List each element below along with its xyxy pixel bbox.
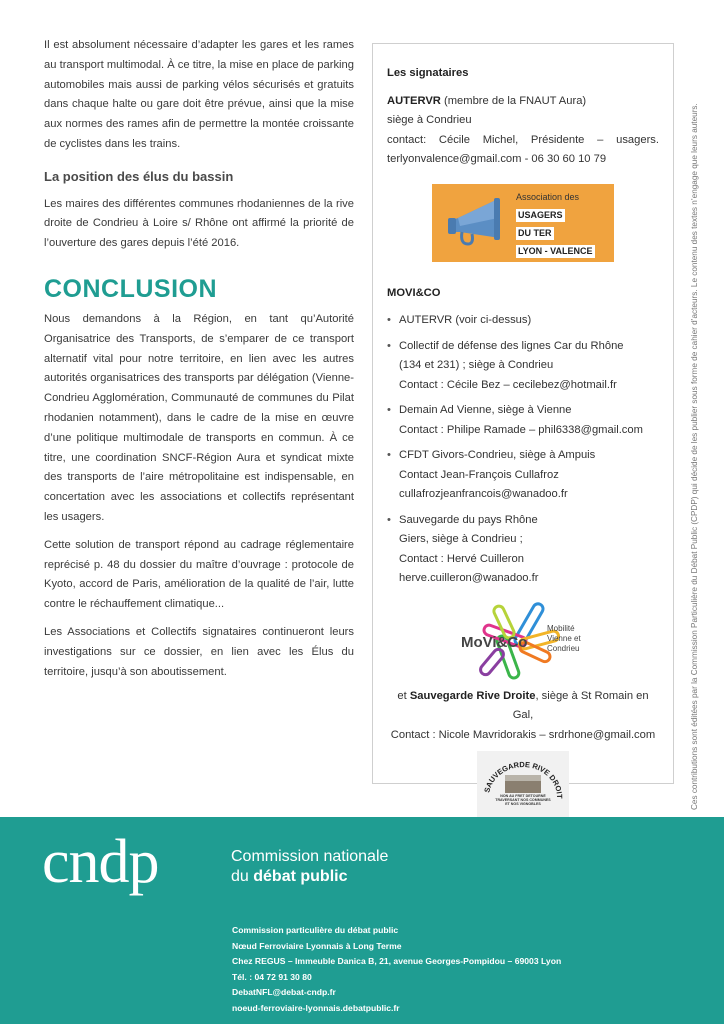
cndp-logo: cndp <box>42 828 159 896</box>
side-disclaimer <box>690 50 712 810</box>
conclusion-paragraph: Cette solution de transport répond au cadrage réglementaire reprécisé p. 48 du dossier du maître d’ouvrage : protocole de Kyoto, accord de Paris, amélioration de la qualité de l’air, lutte contre le réchauffement climatique... <box>44 538 354 611</box>
list-item-line: • Collectif de défense des lignes Car du Rhône <box>399 339 624 352</box>
megaphone-icon <box>446 196 506 250</box>
movico-wordmark: MoVi&Co <box>461 633 528 651</box>
movico-members-list <box>387 311 659 589</box>
elus-paragraph: Les maires des différentes communes rhodaniennes de la rive droite de Condrieu à Loire s/ Rhône ont affirmé la priorité de l’ouverture des gares depuis l’été 2016. <box>44 197 354 250</box>
movico-tagline: Mobilité <box>547 623 575 633</box>
footer <box>0 817 724 1024</box>
sauvegarde-name: Sauvegarde Rive Droite <box>409 689 536 702</box>
list-item <box>387 401 659 440</box>
org-name-prefix: du <box>231 868 254 885</box>
list-item-line: Contact : Hervé Cuilleron <box>399 552 524 565</box>
list-item-line: Giers, siège à Condrieu ; <box>399 533 523 545</box>
list-item <box>387 511 659 589</box>
conclusion-paragraph: Les Associations et Collectifs signataires continueront leurs investigations sur ce dossier, en lien avec les Élus du territoire, jusqu’à son aboutissement. <box>44 625 354 678</box>
list-item-line: cullafrozjeanfrancois@wanadoo.fr <box>399 488 568 500</box>
list-item-line: Contact : Philipe Ramade – phil6338@gmail.com <box>399 423 643 436</box>
autervr-name: AUTERVR <box>387 94 441 107</box>
movico-tagline: Condrieu <box>547 643 580 653</box>
side-disclaimer-text: Ces contributions sont éditées par la Commission Particulière du Débat Public (CPDP) qui décide de les publier sous forme de cahier d’acteurs. Le contenu des textes n’engage que leurs auteurs. <box>690 103 699 810</box>
sauvegarde-seat: , siège à St Romain en Gal, <box>512 689 649 721</box>
org-name-line: Commission nationale <box>231 848 389 865</box>
signatories-title: Les signataires <box>387 67 469 79</box>
usagers-logo-line: USAGERS <box>518 209 563 220</box>
footer-phone: Tél. : 04 72 91 30 80 <box>232 971 312 982</box>
footer-email-link[interactable]: DebatNFL@debat-cndp.fr <box>232 987 336 998</box>
org-name-bold: débat public <box>253 868 348 885</box>
usagers-ter-logo <box>432 184 614 262</box>
footer-contact-info <box>232 923 561 1017</box>
usagers-logo-text <box>516 190 595 262</box>
list-item-line: • Demain Ad Vienne, siège à Vienne <box>399 404 572 416</box>
list-item <box>387 311 659 331</box>
list-item <box>387 337 659 396</box>
list-item-line: Contact : Cécile Bez – cecilebez@hotmail.fr <box>399 378 617 391</box>
sauvegarde-prefix: et <box>397 689 410 702</box>
srd-caption: NON AU FRET DETOURNÉ TRAVERSANT NOS COMMUNES ET NOS VIGNOBLES <box>495 794 551 806</box>
sauvegarde-contact[interactable]: Contact : Nicole Mavridorakis – srdrhone@gmail.com <box>390 728 656 741</box>
list-item-line: Contact Jean-François Cullafroz <box>399 468 559 481</box>
footer-info-line: Nœud Ferroviaire Lyonnais à Long Terme <box>232 940 402 951</box>
usagers-logo-line: DU TER <box>518 227 552 238</box>
conclusion-paragraph: Nous demandons à la Région, en tant qu’Autorité Organisatrice des Transports, de s’emparer de ce transport alternatif vital pour notre territoire, en lien avec les autres autorités organisatrices des transports par délégation (Vienne-Condrieu Agglomération, Communauté de communes du Pilat rhodanien notamment), dans le cadre de la mise en œuvre d’une politique multimodale de transports en commun. À ce titre, une coordination SNCF-Région Aura et syndicat mixte des transports de l’aire métropolitaine est indispensable, en concertation avec les associations et collectifs représentant les usagers. <box>44 312 354 523</box>
footer-website-link[interactable]: noeud-ferroviaire-lyonnais.debatpublic.fr <box>232 1002 400 1013</box>
movico-asterisk-icon <box>453 595 593 685</box>
signatories-box <box>372 43 674 806</box>
left-column <box>44 36 354 690</box>
movico-tagline: Vienne et <box>547 633 581 643</box>
autervr-affiliation: (membre de la FNAUT Aura) <box>440 94 587 107</box>
autervr-contact: contact: Cécile Michel, Présidente – usagers. <box>387 133 659 146</box>
autervr-seat: siège à Condrieu <box>387 114 472 126</box>
list-item <box>387 446 659 505</box>
list-item-line: • AUTERVR (voir ci-dessus) <box>399 314 532 326</box>
sauvegarde-rive-droite-block <box>387 687 659 746</box>
autervr-email-phone[interactable]: terlyonvalence@gmail.com - 06 30 60 10 79 <box>387 153 607 165</box>
usagers-logo-line: LYON - VALENCE <box>518 245 593 256</box>
movico-logo <box>453 595 593 685</box>
footer-info-line: Chez REGUS – Immeuble Danica B, 21, avenue Georges-Pompidou – 69003 Lyon <box>232 956 562 967</box>
conclusion-heading: CONCLUSION <box>44 274 218 303</box>
list-item-line: • Sauvegarde du pays Rhône <box>399 513 538 526</box>
srd-arc-text: SAUVEGARDE RIVE DROIT <box>482 759 565 799</box>
movico-title: MOVI&CO <box>387 286 441 299</box>
footer-info-line: Commission particulière du débat public <box>232 925 399 935</box>
intro-paragraph: Il est absolument nécessaire d’adapter les gares et les rames au transport multimodal. À ce titre, la mise en place de parking automobiles mais aussi de parking vélos sécurisés et gratuits dans chaque halte ou gare doit être prévue, ainsi que la mise aux normes des rames afin de permettre la montée croissante de cyclistes dans les trains. <box>44 39 354 150</box>
list-item-line: (134 et 231) ; siège à Condrieu <box>399 359 554 371</box>
elus-heading: La position des élus du bassin <box>44 168 234 184</box>
list-item-line: herve.cuilleron@wanadoo.fr <box>399 572 539 584</box>
usagers-logo-line: Association des <box>516 191 580 202</box>
list-item-line: • CFDT Givors-Condrieu, siège à Ampuis <box>399 449 596 461</box>
autervr-block <box>387 92 659 170</box>
cndp-org-name <box>231 847 388 887</box>
